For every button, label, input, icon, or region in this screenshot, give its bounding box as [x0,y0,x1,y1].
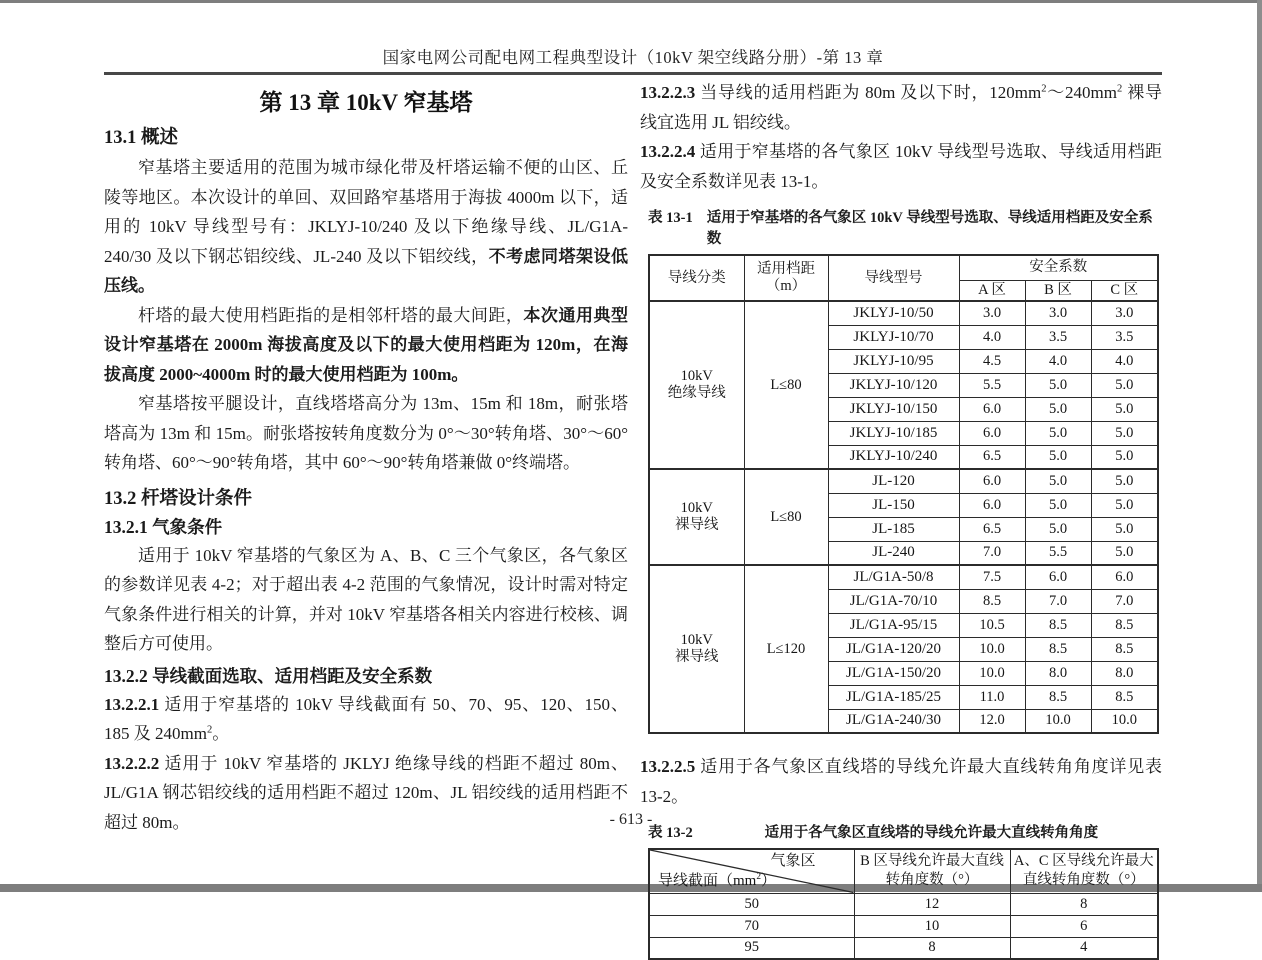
table-cell: 5.0 [1091,373,1158,397]
header-cell-safety: 安全系数 [959,255,1158,280]
table-cell: 3.5 [1091,325,1158,349]
paragraph-13-2-2-5 [640,752,1162,811]
section-13-2-1-heading: 13.2.1 气象条件 [104,516,223,537]
table-row [649,893,1158,915]
paragraph-overview-2 [104,301,628,390]
clause-number: 13.2.2.4 [640,142,696,161]
paragraph-weather-zones: 适用于 10kV 窄基塔的气象区为 A、B、C 三个气象区，各气象区的参数详见表 4-2；对于超出表 4-2 范围的气象情况，设计时需对特定气象条件进行相关的计算，并对 10kV 窄基塔各相关内容进行校核、调整后方可使用。 [104,545,628,653]
category-line: 10kV [680,500,713,516]
table-cell: 8.5 [1025,613,1091,637]
paragraph-text: 杆塔的最大使用档距指的是相邻杆塔的最大间距， [138,305,524,325]
table-cell: JL-240 [828,541,959,565]
page-number: - 613 - [609,811,653,828]
left-column [104,82,628,837]
table-cell: 5.0 [1025,445,1091,469]
table-cell: JKLYJ-10/95 [828,349,959,373]
paragraph-text: 适用于窄基塔的各气象区 10kV 导线型号选取、导线适用档距及安全系数详见表 13-1。 [640,142,1162,191]
table-cell: 6.5 [959,445,1025,469]
table-cell: 4.0 [959,325,1025,349]
table-title: 适用于各气象区直线塔的导线允许最大直线转角角度 [764,825,1099,841]
table-cell: 10.0 [959,637,1025,661]
table-cell: 7.0 [959,541,1025,565]
paragraph-overview-1 [104,153,628,301]
table-13-1 [648,254,1159,734]
table-cell: 5.0 [1025,469,1091,493]
table-cell: JL/G1A-185/25 [828,685,959,709]
table-cell: 7.0 [1091,589,1158,613]
table-cell: 8.0 [1091,661,1158,685]
table-cell: 95 [649,937,854,959]
clause-number: 13.2.2.2 [104,753,160,773]
clause-number: 13.2.2.3 [640,83,696,102]
table-cell: 4.0 [1025,349,1091,373]
table-cell: 10.0 [959,661,1025,685]
page-edge-right [1257,0,1262,892]
table-cell: JKLYJ-10/120 [828,373,959,397]
table-cell: 8.0 [1025,661,1091,685]
table-cell: 12.0 [959,709,1025,733]
table-cell: 8 [1010,893,1158,915]
table-row [649,469,1158,493]
category-line: 绝缘导线 [667,385,726,401]
paragraph-text: 窄基塔主要适用的范围为城市绿化带及杆塔运输不便的山区、丘陵等地区。本次设计的单回、双回路窄基塔用于海拔 4000m 以下，适用的 10kV 导线型号有：JKLYJ-10/240 及以下绝缘导线、JL/G1A-240/30 及以下钢芯铝绞线、JL-240 及以下铝绞线， [104,158,628,266]
diagonal-header-cell [649,849,854,893]
paragraph-text: 。 [212,724,230,743]
table-cell: 5.0 [1025,517,1091,541]
paragraph-text: 适用于各气象区直线塔的导线允许最大直线转角角度详见表 13-2。 [640,757,1162,806]
table-cell: 6.0 [959,469,1025,493]
running-header: 国家电网公司配电网工程典型设计（10kV 架空线路分册）-第 13 章 [382,48,884,67]
span-cell: L≤80 [744,301,828,469]
table-cell: 3.0 [1091,301,1158,325]
table-cell: 50 [649,893,854,915]
header-line: （m） [765,278,807,294]
table-cell: 6.0 [959,397,1025,421]
table-cell: 5.5 [959,373,1025,397]
superscript: 2 [206,724,213,736]
category-cell [649,301,744,469]
table-row [649,915,1158,937]
table-cell: JL/G1A-70/10 [828,589,959,613]
table-cell: 6.0 [1091,565,1158,589]
table-header-row [649,255,1158,280]
table-label: 表 13-2 [648,825,693,841]
table-cell: 5.0 [1025,421,1091,445]
table-row [649,565,1158,589]
header-rule [104,72,1162,75]
span-cell: L≤80 [744,469,828,565]
table-label: 表 13-1 [648,210,693,226]
table-cell: JL/G1A-120/20 [828,637,959,661]
table-row [649,301,1158,325]
table-cell: 4.0 [1091,349,1158,373]
paragraph-bold-text: 本次通用典型设计窄基塔在 2000m 海拔高度及以下的最大使用档距为 120m，在海拔高度 2000~4000m 时的最大使用档距为 100m。 [104,305,628,384]
paragraph-text: 适用于窄基塔的 10kV 导线截面有 50、70、95、120、150、185 及 240mm [104,694,628,743]
table-cell: 6.0 [1025,565,1091,589]
table-cell: 5.0 [1025,373,1091,397]
category-line: 10kV [680,368,713,384]
table-cell: JKLYJ-10/185 [828,421,959,445]
table-cell: 8 [854,937,1010,959]
table-cell: 6.0 [959,493,1025,517]
table-cell: JKLYJ-10/150 [828,397,959,421]
page-edge-top [0,0,1262,3]
table-cell: 12 [854,893,1010,915]
table-cell: 6.0 [959,421,1025,445]
header-cell-span [744,255,828,301]
span-cell: L≤120 [744,565,828,733]
table-row [649,937,1158,959]
clause-number: 13.2.2.5 [640,757,696,776]
header-cell-zone-c: C 区 [1091,280,1158,301]
paragraph-text: 裸导线宜选用 JL 铝绞线。 [640,83,1163,132]
table-cell: 5.0 [1091,397,1158,421]
table-cell: JL/G1A-95/15 [828,613,959,637]
table-cell: 6 [1010,915,1158,937]
paragraph-13-2-2-3 [640,78,1162,137]
header-cell-zone-ac-angle: A、C 区导线允许最大直线转角度数（°） [1010,849,1158,893]
table-cell: 10 [854,915,1010,937]
table-cell: 5.0 [1091,541,1158,565]
table-cell: 8.5 [1025,637,1091,661]
category-line: 裸导线 [675,517,719,533]
category-line: 裸导线 [675,649,719,665]
table-cell: JL-185 [828,517,959,541]
header-cell-zone-b: B 区 [1025,280,1091,301]
table-cell: 11.0 [959,685,1025,709]
table-cell: 8.5 [1091,685,1158,709]
table-cell: 6.5 [959,517,1025,541]
table-header-row [649,849,1158,893]
category-line: 10kV [680,632,713,648]
paragraph-overview-3: 窄基塔按平腿设计，直线塔塔高分为 13m、15m 和 18m，耐张塔塔高为 13m 和 15m。耐张塔按转角度数分为 0°～30°转角塔、30°～60°转角塔、60°～90°转角塔，其中 60°～90°转角塔兼做 0°终端塔。 [104,394,628,472]
table-cell: 4 [1010,937,1158,959]
header-cell-zone-a: A 区 [959,280,1025,301]
superscript: 2 [1116,83,1123,95]
table-cell: 70 [649,915,854,937]
table-cell: 8.5 [959,589,1025,613]
paragraph-text: 适用于 10kV 窄基塔的 JKLYJ 绝缘导线的档距不超过 80m、JL/G1A 钢芯铝绞线的适用档距不超过 120m、JL 铝绞线的适用档距不超过 80m。 [104,753,628,832]
category-cell [649,469,744,565]
diagonal-label-conductor-section [658,872,776,891]
diagonal-label-weather-zone: 气象区 [770,853,816,869]
table-cell: 8.5 [1091,613,1158,637]
header-cell-zone-b-angle: B 区导线允许最大直线转角度数（°） [854,849,1010,893]
table-cell: 5.0 [1091,445,1158,469]
table-cell: 5.0 [1025,397,1091,421]
paragraph-text: ～240mm [1046,83,1117,102]
table-cell: 5.5 [1025,541,1091,565]
table-cell: 5.0 [1091,469,1158,493]
table-13-2 [648,848,1159,960]
header-cell-category: 导线分类 [649,255,744,301]
table-cell: 4.5 [959,349,1025,373]
table-cell: JKLYJ-10/240 [828,445,959,469]
section-13-1-heading: 13.1 概述 [104,128,179,148]
label-text: 导线截面（mm [658,872,757,889]
table-cell: 5.0 [1091,493,1158,517]
header-line: 适用档距 [757,261,815,277]
table-cell: JKLYJ-10/50 [828,301,959,325]
table-cell: JL-120 [828,469,959,493]
table-13-1-caption [648,206,1156,248]
table-cell: JL/G1A-150/20 [828,661,959,685]
table-cell: JL/G1A-240/30 [828,709,959,733]
table-cell: 3.5 [1025,325,1091,349]
table-title: 适用于窄基塔的各气象区 10kV 导线型号选取、导线适用档距及安全系数 [706,210,1153,247]
table-cell: 3.0 [959,301,1025,325]
table-cell: 10.0 [1025,709,1091,733]
label-text: ） [761,872,777,889]
table-cell: 3.0 [1025,301,1091,325]
superscript: 2 [756,871,761,882]
paragraph-13-2-2-4 [640,137,1162,196]
table-cell: 7.0 [1025,589,1091,613]
table-cell: 8.5 [1025,685,1091,709]
table-cell: 5.0 [1091,421,1158,445]
superscript: 2 [1041,83,1047,95]
table-cell: JL-150 [828,493,959,517]
table-cell: 10.5 [959,613,1025,637]
chapter-title: 第 13 章 10kV 窄基塔 [259,90,473,115]
clause-number: 13.2.2.1 [104,694,160,714]
table-cell: 8.5 [1091,637,1158,661]
section-13-2-heading: 13.2 杆塔设计条件 [104,488,253,509]
table-cell: 5.0 [1091,517,1158,541]
section-13-2-2-heading: 13.2.2 导线截面选取、适用档距及安全系数 [104,665,433,686]
paragraph-13-2-2-1 [104,690,628,749]
header-cell-model: 导线型号 [828,255,959,301]
table-cell: 10.0 [1091,709,1158,733]
table-cell: JKLYJ-10/70 [828,325,959,349]
table-cell: 7.5 [959,565,1025,589]
table-cell: 5.0 [1025,493,1091,517]
paragraph-bold-text: 不考虑同塔架设低压线。 [104,246,628,295]
table-cell: JL/G1A-50/8 [828,565,959,589]
paragraph-text: 当导线的适用档距为 80m 及以下时，120mm [695,83,1042,102]
category-cell [649,565,744,733]
